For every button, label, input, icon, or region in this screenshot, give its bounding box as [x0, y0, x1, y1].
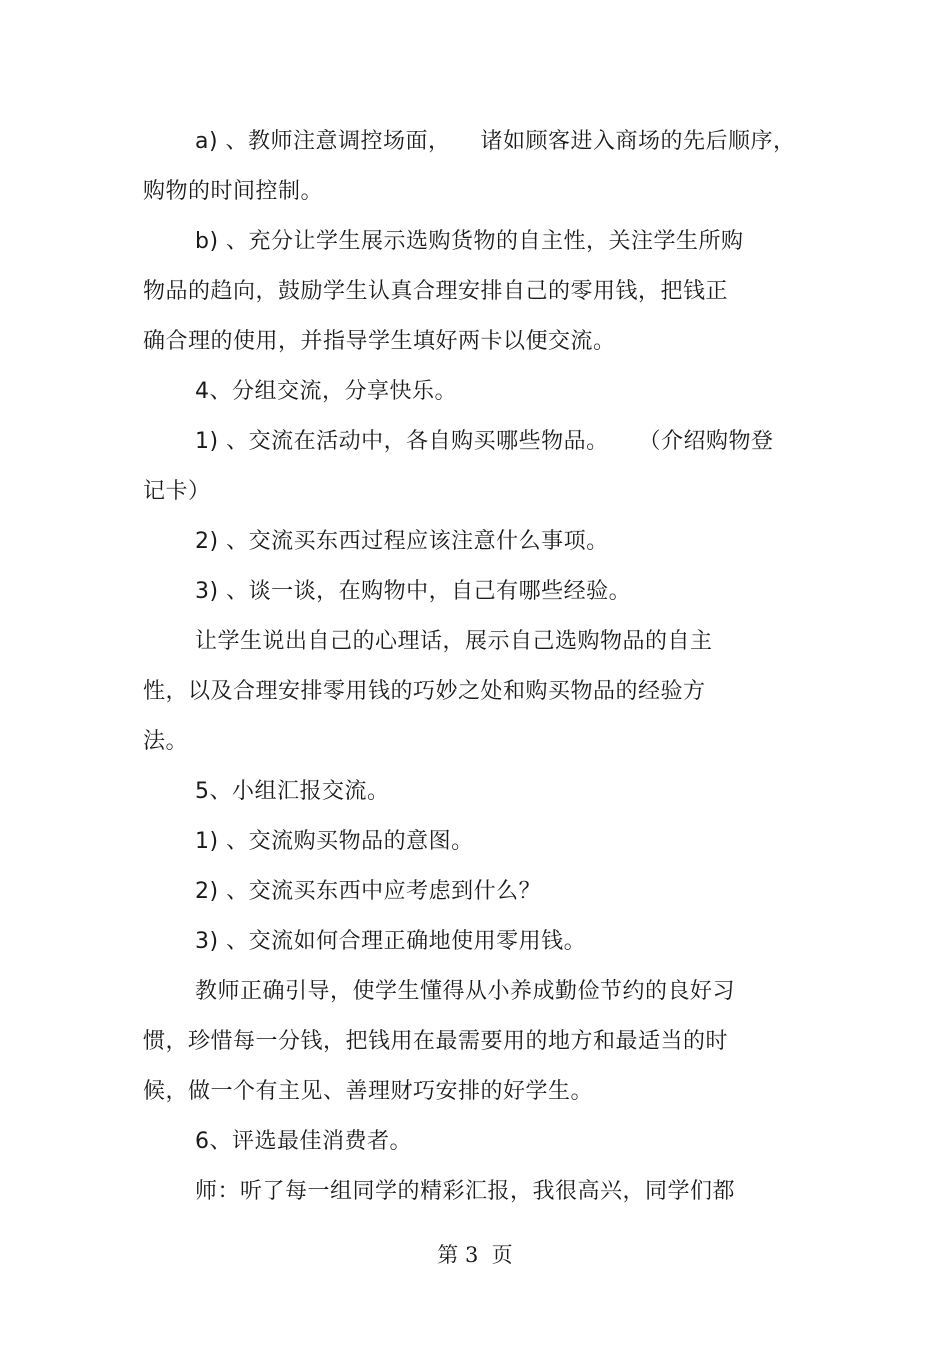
text-line: b) 、充分让学生展示选购货物的自主性，关注学生所购 — [195, 229, 744, 254]
text-line: 让学生说出自己的心理话，展示自己选购物品的自主 — [195, 629, 713, 654]
text-line: a) 、教师注意调控场面， 诸如顾客进入商场的先后顺序， — [195, 129, 796, 154]
text-line: 3) 、交流如何合理正确地使用零用钱。 — [195, 929, 587, 954]
text-line: 1) 、交流在活动中，各自购买哪些物品。 （介绍购物登 — [195, 429, 774, 454]
text-line: 教师正确引导，使学生懂得从小养成勤俭节约的良好习 — [195, 979, 736, 1004]
text-line: 法。 — [143, 729, 189, 754]
text-line: 3) 、谈一谈，在购物中，自己有哪些经验。 — [195, 579, 632, 604]
text-line: 师：听了每一组同学的精彩汇报，我很高兴，同学们都 — [195, 1179, 736, 1204]
text-line: 1) 、交流购买物品的意图。 — [195, 829, 474, 854]
page-number: 第 3 页 — [437, 1243, 513, 1267]
text-line: 2) 、交流买东西中应考虑到什么？ — [195, 879, 542, 904]
text-line: 物品的趋向，鼓励学生认真合理安排自己的零用钱，把钱正 — [143, 279, 729, 304]
text-line: 2) 、交流买东西过程应该注意什么事项。 — [195, 529, 609, 554]
text-line: 购物的时间控制。 — [143, 179, 324, 204]
text-line: 性，以及合理安排零用钱的巧妙之处和购买物品的经验方 — [143, 679, 706, 704]
text-line: 候，做一个有主见、善理财巧安排的好学生。 — [143, 1079, 594, 1104]
text-line: 记卡） — [143, 479, 211, 504]
text-line: 4、分组交流，分享快乐。 — [195, 379, 457, 404]
text-line: 惯，珍惜每一分钱，把钱用在最需要用的地方和最适当的时 — [143, 1029, 729, 1054]
text-line: 5、小组汇报交流。 — [195, 779, 390, 804]
text-line: 确合理的使用，并指导学生填好两卡以便交流。 — [143, 329, 616, 354]
text-line: 6、评选最佳消费者。 — [195, 1129, 412, 1154]
